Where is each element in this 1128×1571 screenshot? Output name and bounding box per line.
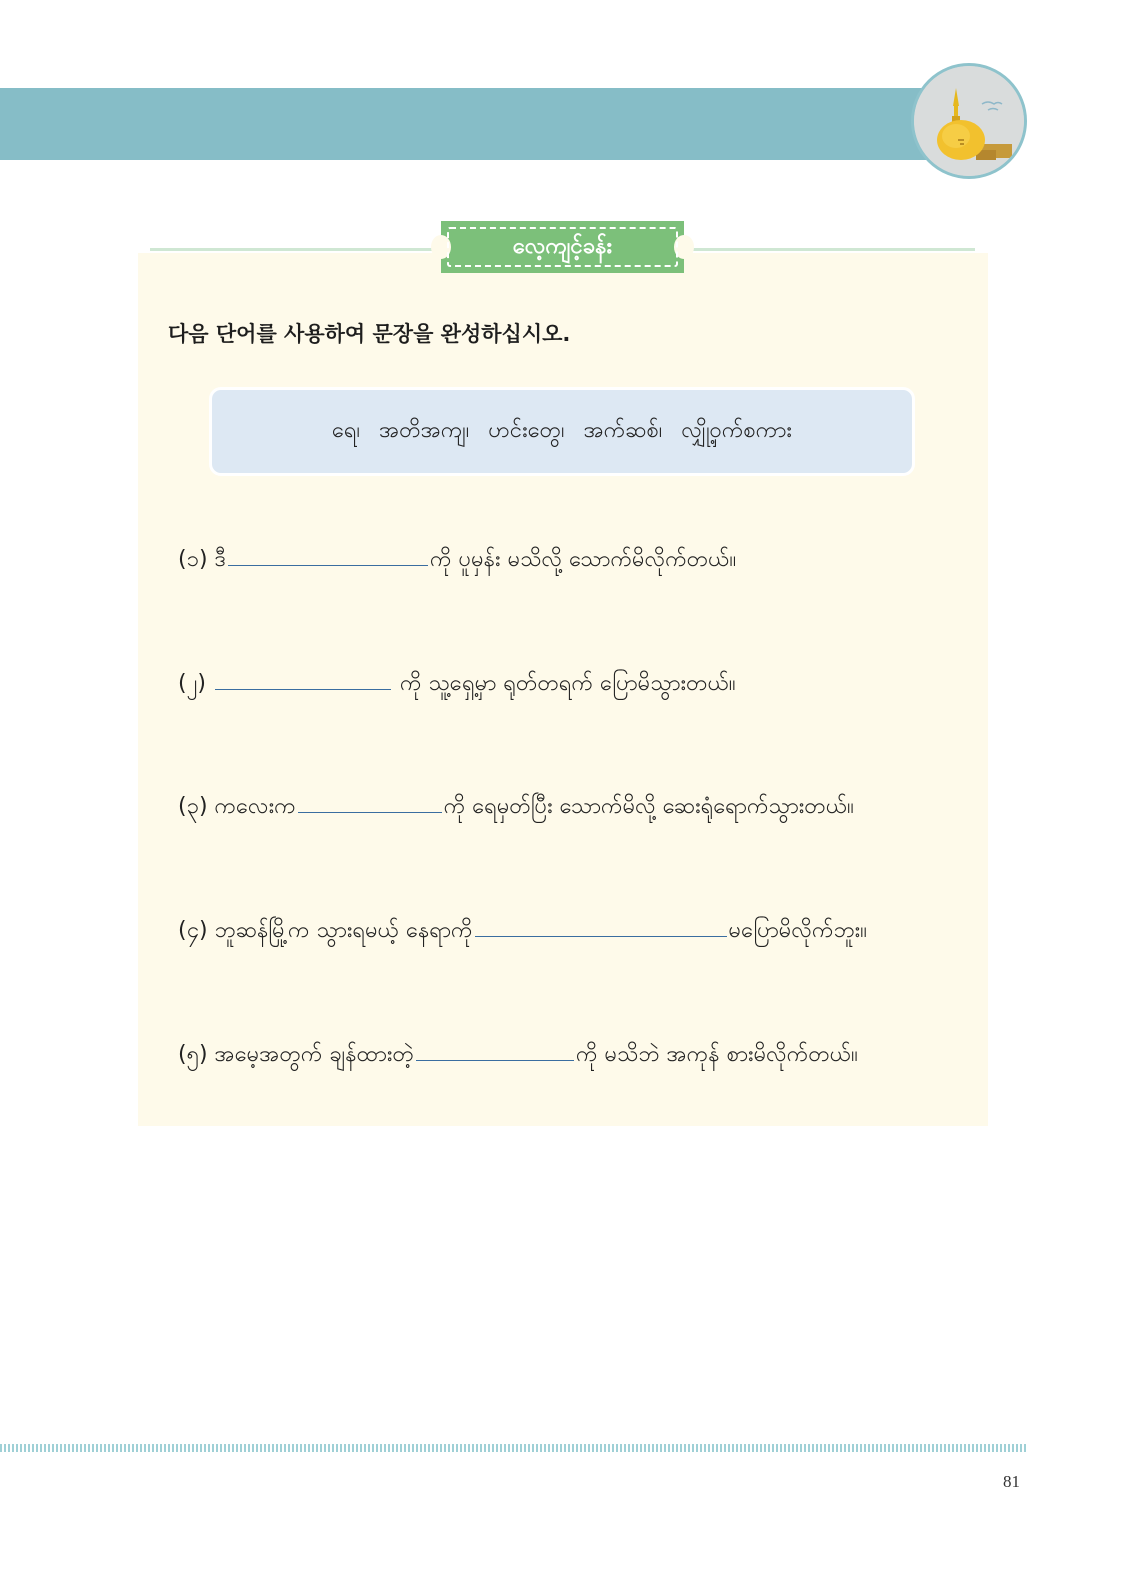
word-bank-item: အတိအကျ၊ <box>379 418 470 443</box>
sentence-suffix: ကို ပူမှန်း မသိလို့ သောက်မိလိုက်တယ်။ <box>430 547 737 572</box>
footer-divider <box>0 1444 1026 1452</box>
sentence-prefix: (၅) အမေ့အတွက် ချန်ထားတဲ့ <box>178 1042 414 1067</box>
header-band <box>0 88 950 160</box>
sentence-prefix: (၁) ဒီ <box>178 547 227 572</box>
word-bank-item: လျှို့ဝှက်စကား <box>681 418 792 443</box>
sentence-1 <box>178 543 736 577</box>
sentence-suffix: ကို မသိဘဲ အကုန် စားမိလိုက်တယ်။ <box>575 1042 858 1067</box>
word-bank-item: အက်ဆစ်၊ <box>583 418 663 443</box>
sentence-4 <box>178 914 867 948</box>
pagoda-landscape-icon <box>911 63 1027 179</box>
sentence-prefix: (၄) ဘူဆန်မြို့က သွားရမယ့် နေရာကို <box>178 918 473 943</box>
sentence-suffix: မပြောမိလိုက်ဘူး။ <box>728 918 867 943</box>
word-bank-item: ဟင်းတွေ၊ <box>488 418 565 443</box>
answer-blank[interactable] <box>228 564 428 566</box>
answer-blank[interactable] <box>215 688 391 690</box>
sentence-5 <box>178 1038 858 1072</box>
instruction-text: 다음 단어를 사용하여 문장을 완성하십시오. <box>168 322 571 346</box>
sentence-prefix: (၂) <box>178 671 206 696</box>
sentence-suffix: ကို ရေမှတ်ပြီး သောက်မိလို့ ဆေးရုံရောက်သွားတယ်။ <box>443 794 854 819</box>
answer-blank[interactable] <box>416 1059 574 1061</box>
answer-blank[interactable] <box>298 811 442 813</box>
word-bank <box>209 387 915 476</box>
page-number: 81 <box>1003 1472 1020 1491</box>
sentence-suffix: ကို သူ့ရှေ့မှာ ရုတ်တရက် ပြောမိသွားတယ်။ <box>399 671 736 696</box>
exercise-title: လေ့ကျင့်ခန်း <box>512 234 613 259</box>
sentence-3 <box>178 790 854 824</box>
sentence-prefix: (၃) ကလေးက <box>178 794 296 819</box>
sentence-2 <box>178 667 736 701</box>
answer-blank[interactable] <box>475 935 727 937</box>
word-bank-item: ရေ၊ <box>332 418 361 443</box>
exercise-title-tag <box>441 221 684 273</box>
